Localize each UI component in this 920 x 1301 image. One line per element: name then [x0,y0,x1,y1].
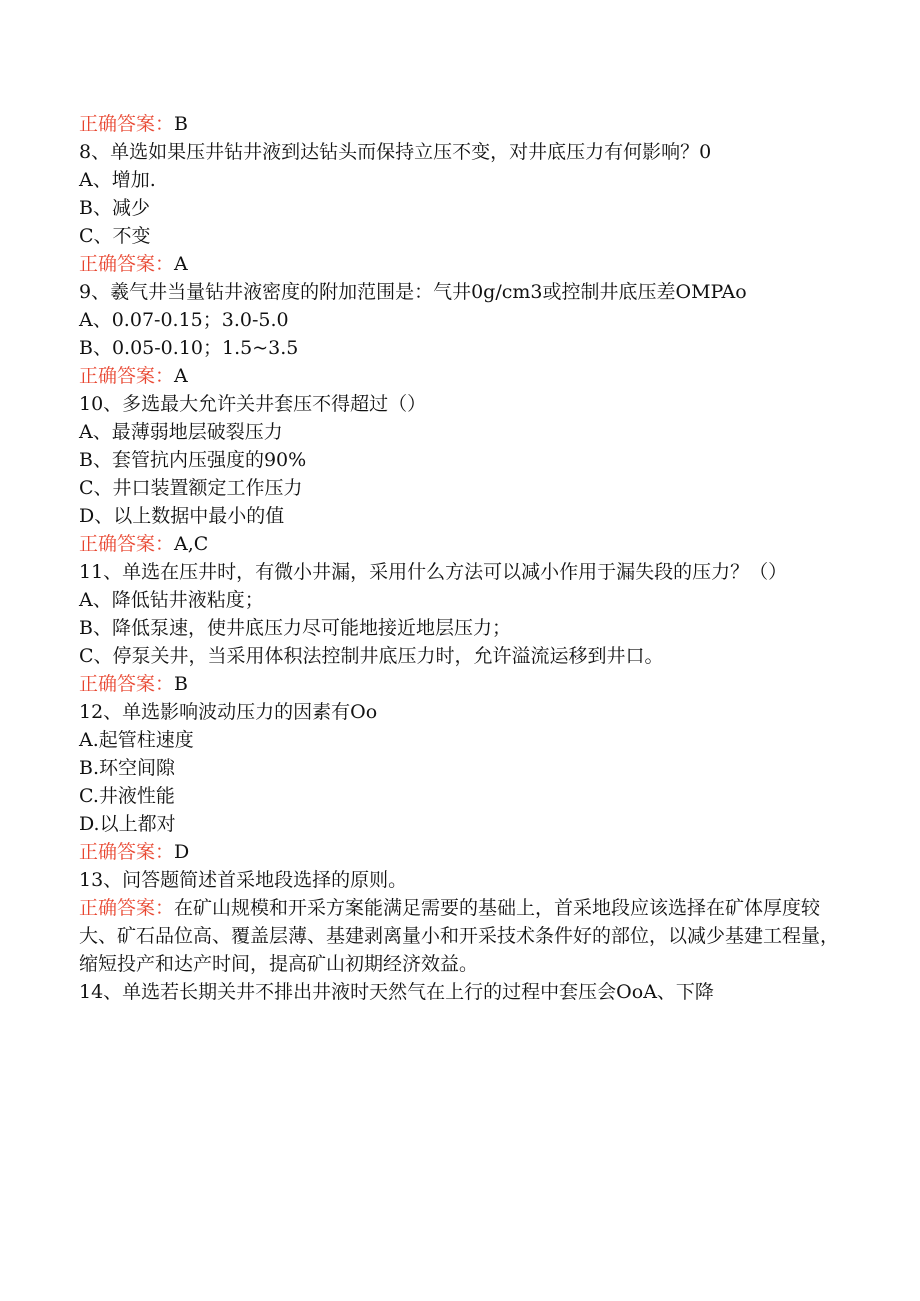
question-text: 14、单选若长期关井不排出井液时天然气在上行的过程中套压会OoA、下降 [79,981,714,1003]
option-text: B、0.05-0.10；1.5~3.5 [79,337,299,359]
question-text: 9、羲气井当量钻井液密度的附加范围是：气井0g/cm3或控制井底压差OMPAo [79,281,747,303]
option-text: C、停泵关井，当采用体积法控制井底压力时，允许溢流运移到井口。 [79,645,664,667]
option-text: A、0.07-0.15；3.0-5.0 [79,309,289,331]
option-text: B、减少 [79,197,150,219]
option-text: A、增加. [79,169,156,191]
option-text: A、降低钻井液粘度； [79,589,264,611]
answer-label: 正确答案： [79,253,175,275]
answer-label: 正确答案： [79,533,175,555]
question-text: 10、多选最大允许关井套压不得超过（） [79,393,427,415]
answer-line [79,110,839,138]
answer-label: 正确答案： [79,113,175,135]
answer-label: 正确答案： [79,365,175,387]
answer-line [79,838,839,866]
question-text: 12、单选影响波动压力的因素有Oo [79,701,378,723]
option-text: C、井口装置额定工作压力 [79,477,303,499]
answer-label: 正确答案： [79,897,175,919]
option-text: C、不变 [79,225,151,247]
question-text: 13、问答题简述首采地段选择的原则。 [79,869,408,891]
answer-label: 正确答案： [79,841,175,863]
option-text: A.起管柱速度 [79,729,194,751]
answer-value: A [174,365,188,387]
answer-value: 在矿山规模和开采方案能满足需要的基础上，首采地段应该选择在矿体厚度较大、矿石品位高、覆盖层薄、基建剥离量小和开采技术条件好的部位，以减少基建工程量，缩短投产和达产时间，提高矿山初期经济效益。 [79,897,840,975]
option-text: B、降低泵速，使井底压力尽可能地接近地层压力； [79,617,511,639]
option-text: D、以上数据中最小的值 [79,505,285,527]
option-text: B、套管抗内压强度的90% [79,449,307,471]
answer-line [79,530,839,558]
question-text: 8、单选如果压井钻井液到达钻头而保持立压不变，对井底压力有何影响？0 [79,141,712,163]
answer-line [79,670,839,698]
question-list [79,110,839,1006]
option-text: B.环空间隙 [79,757,176,779]
answer-value: A [174,253,188,275]
option-text: C.井液性能 [79,785,175,807]
answer-value: B [174,113,188,135]
answer-label: 正确答案： [79,673,175,695]
question-text: 11、单选在压井时，有微小井漏，采用什么方法可以减小作用于漏失段的压力？（） [79,561,788,583]
answer-value: B [174,673,188,695]
option-text: A、最薄弱地层破裂压力 [79,421,283,443]
answer-value: D [174,841,190,863]
option-text: D.以上都对 [79,813,176,835]
answer-line [79,250,839,278]
answer-value: A,C [174,533,209,555]
answer-line [79,362,839,390]
answer-line [79,894,839,978]
